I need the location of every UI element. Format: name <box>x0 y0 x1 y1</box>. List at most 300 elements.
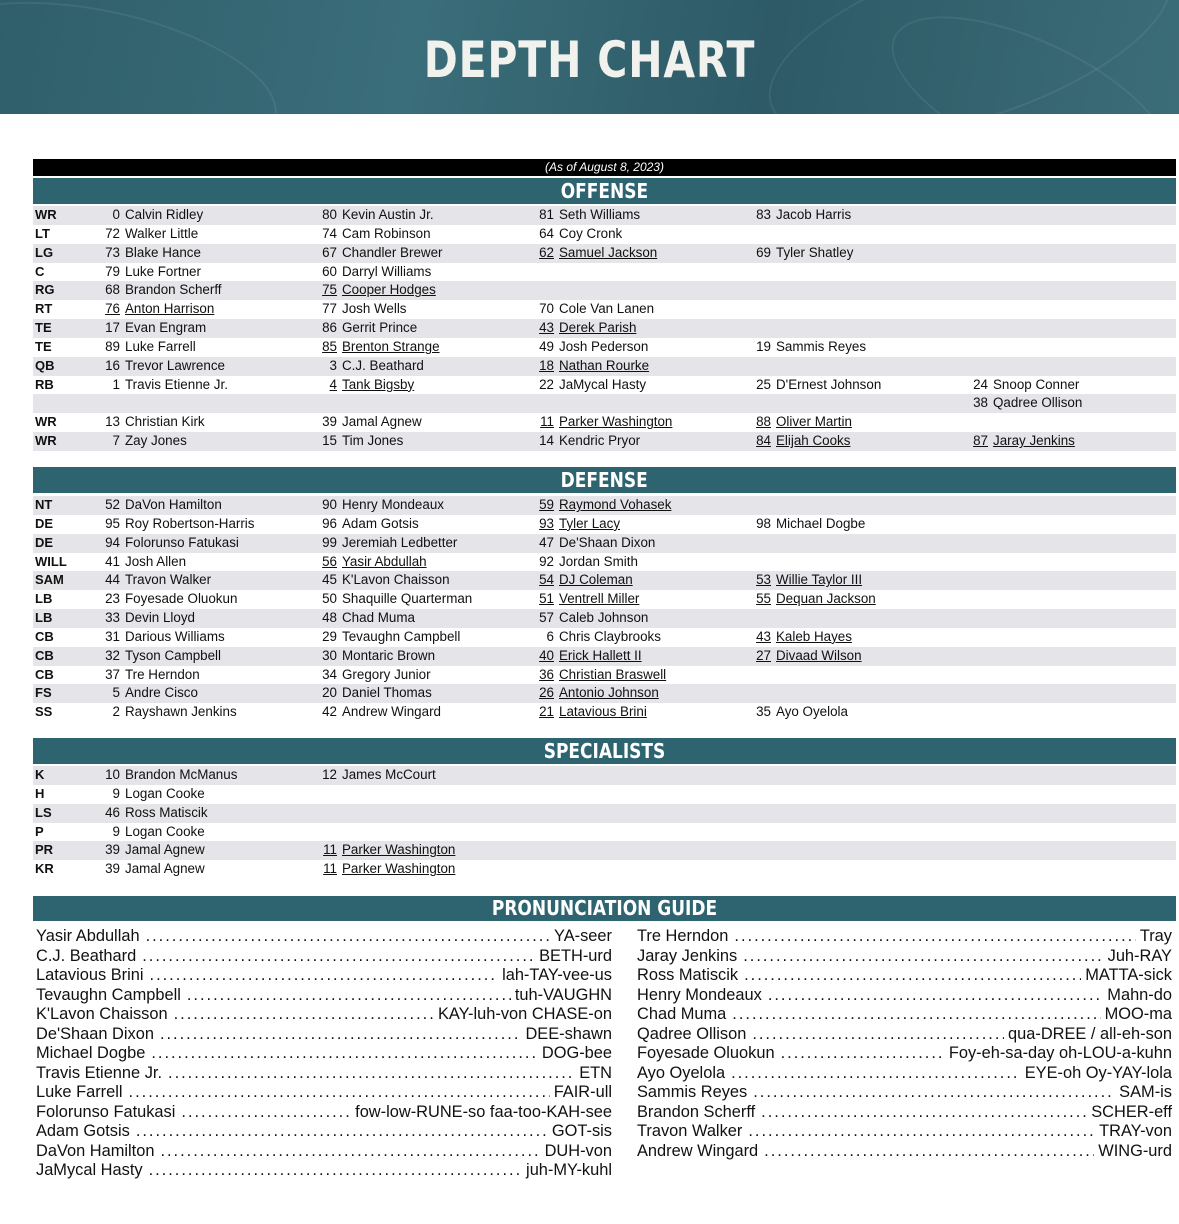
position-label: DE <box>35 515 54 531</box>
jersey-number: 20 <box>322 685 337 701</box>
pronunciation-entry <box>637 1025 1172 1045</box>
player-entry <box>749 647 862 666</box>
player-entry <box>532 684 659 703</box>
jersey-number: 83 <box>756 207 771 222</box>
player-name: DaVon Hamilton <box>36 1141 155 1160</box>
depth-row <box>33 244 1176 263</box>
jersey-number: 50 <box>322 591 337 607</box>
jersey-number: 10 <box>105 767 120 782</box>
player-name: Evan Engram <box>125 320 207 336</box>
player-entry <box>532 571 633 590</box>
player-entry <box>749 432 850 451</box>
jersey-number: 16 <box>105 357 120 373</box>
leader-dots <box>160 1142 540 1162</box>
depth-row <box>33 394 1176 413</box>
pronunciation-entry <box>36 966 612 986</box>
jersey-number: 80 <box>322 207 337 222</box>
player-name: Walker Little <box>125 225 199 241</box>
player-entry <box>98 703 237 722</box>
player-name: Jamal Agnew <box>125 842 205 858</box>
pronunciation: SAM-is <box>1119 1083 1172 1101</box>
player-name: Tre Herndon <box>637 927 729 945</box>
player-entry <box>315 225 431 244</box>
player-name: Cole Van Lanen <box>559 301 655 317</box>
player-name: Jamal Agnew <box>125 861 205 877</box>
player-entry <box>315 571 450 590</box>
player-name: DaVon Hamilton <box>125 497 222 512</box>
player-entry <box>315 244 442 263</box>
pronunciation-entry <box>637 927 1172 947</box>
pronunciation-entry <box>36 1161 612 1181</box>
player-name: Andrew Wingard <box>342 704 441 720</box>
depth-row <box>33 413 1176 432</box>
jersey-number: 43 <box>539 320 554 336</box>
as-of-date: (As of August 8, 2023) <box>33 159 1176 176</box>
player-name: Ayo Oyelola <box>776 704 848 720</box>
player-name: Oliver Martin <box>776 414 852 430</box>
position-label: LG <box>35 244 54 260</box>
player-entry <box>98 684 198 703</box>
player-entry <box>315 263 431 282</box>
player-entry <box>98 496 222 515</box>
player-entry <box>532 590 639 609</box>
player-entry <box>532 225 622 244</box>
player-name: Josh Pederson <box>559 338 649 354</box>
player-entry <box>98 534 239 553</box>
player-entry <box>315 534 457 553</box>
player-name: Jaray Jenkins <box>993 433 1075 449</box>
depth-row <box>33 281 1176 300</box>
position-label: C <box>35 263 45 279</box>
player-name: Caleb Johnson <box>559 610 649 626</box>
jersey-number: 15 <box>322 433 337 449</box>
player-name: Tim Jones <box>342 433 404 449</box>
pronunciation: Tray <box>1139 927 1172 945</box>
player-name: Tank Bigsby <box>342 376 415 392</box>
pronunciation: DOG-bee <box>541 1044 612 1062</box>
player-entry <box>315 496 444 515</box>
player-entry <box>532 609 648 628</box>
pronunciation-heading: PRONUNCIATION GUIDE <box>33 896 1176 921</box>
player-name: Tyson Campbell <box>125 647 222 663</box>
pronunciation-entry <box>36 947 612 967</box>
depth-row <box>33 609 1176 628</box>
player-entry <box>98 571 211 590</box>
depth-row <box>33 590 1176 609</box>
player-name: Daniel Thomas <box>342 685 432 701</box>
player-entry <box>966 432 1075 451</box>
specialists-table <box>33 766 1176 879</box>
depth-row <box>33 647 1176 666</box>
jersey-number: 30 <box>322 647 337 663</box>
pronunciation-entry <box>637 1044 1172 1064</box>
player-entry <box>315 281 436 300</box>
jersey-number: 47 <box>539 534 554 550</box>
player-entry <box>315 666 431 685</box>
pronunciation: DEE-shawn <box>525 1024 612 1043</box>
pronunciation-entry <box>637 966 1172 986</box>
player-entry <box>749 590 876 609</box>
player-entry <box>98 244 201 263</box>
player-name: JaMycal Hasty <box>36 1161 143 1179</box>
player-name: Nathan Rourke <box>559 357 650 373</box>
player-name: Foyesade Oluokun <box>125 591 238 607</box>
player-name: De'Shaan Dixon <box>36 1024 154 1043</box>
player-entry <box>98 823 205 842</box>
jersey-number: 94 <box>105 534 120 550</box>
leader-dots <box>146 927 550 947</box>
position-label: NT <box>35 497 53 512</box>
jersey-number: 51 <box>539 591 554 607</box>
player-entry <box>98 590 237 609</box>
player-name: Samuel Jackson <box>559 244 658 260</box>
player-name: Yasir Abdullah <box>342 553 427 569</box>
player-entry <box>532 666 666 685</box>
depth-row <box>33 666 1176 685</box>
depth-row <box>33 432 1176 451</box>
jersey-number: 11 <box>323 861 337 877</box>
player-entry <box>532 432 640 451</box>
player-name: Parker Washington <box>342 842 456 858</box>
pronunciation-entry <box>36 1142 612 1162</box>
pronunciation-entry <box>36 1103 612 1123</box>
player-entry <box>98 413 205 432</box>
player-name: Christian Kirk <box>125 414 205 430</box>
depth-row <box>33 785 1176 804</box>
player-name: Chris Claybrooks <box>559 628 661 644</box>
player-entry <box>315 860 455 879</box>
position-label: LB <box>35 591 53 607</box>
leader-dots <box>151 1044 538 1064</box>
jersey-number: 49 <box>539 338 554 354</box>
player-name: Qadree Ollison <box>993 395 1083 411</box>
leader-dots <box>150 966 499 986</box>
jersey-number: 9 <box>112 785 120 801</box>
player-entry <box>749 515 865 534</box>
player-name: Luke Fortner <box>125 263 201 279</box>
player-name: Jamal Agnew <box>342 414 422 430</box>
player-entry <box>532 357 649 376</box>
pronunciation-entry <box>637 1083 1172 1103</box>
jersey-number: 19 <box>756 338 771 354</box>
player-name: Latavious Brini <box>559 704 647 720</box>
player-name: Sammis Reyes <box>637 1083 748 1101</box>
depth-row <box>33 515 1176 534</box>
jersey-number: 77 <box>322 301 337 317</box>
player-name: Latavious Brini <box>36 966 144 984</box>
player-entry <box>315 376 414 395</box>
pronunciation-entry <box>36 1005 612 1025</box>
player-name: Zay Jones <box>125 433 187 449</box>
player-entry <box>98 263 201 282</box>
depth-row <box>33 496 1176 515</box>
player-name: Andre Cisco <box>125 685 198 701</box>
position-label: RT <box>35 301 53 317</box>
leader-dots <box>768 986 1103 1006</box>
position-label: KR <box>35 861 54 877</box>
jersey-number: 1 <box>112 376 120 392</box>
player-name: Devin Lloyd <box>125 610 195 626</box>
leader-dots <box>160 1025 522 1045</box>
player-entry <box>749 206 851 225</box>
pronunciation: TRAY-von <box>1099 1122 1172 1140</box>
pronunciation-entry <box>36 1044 612 1064</box>
player-name: Folorunso Fatukasi <box>36 1102 176 1121</box>
player-name: Antonio Johnson <box>559 685 659 701</box>
player-name: JaMycal Hasty <box>559 376 647 392</box>
leader-dots <box>732 1005 1100 1025</box>
player-name: Travon Walker <box>125 572 212 588</box>
player-name: Jeremiah Ledbetter <box>342 534 458 550</box>
leader-dots <box>187 986 511 1006</box>
depth-row <box>33 300 1176 319</box>
pronunciation: DUH-von <box>544 1141 612 1160</box>
player-entry <box>532 206 640 225</box>
player-name: Darryl Williams <box>342 263 432 279</box>
position-label: LT <box>35 225 50 241</box>
pronunciation: ETN <box>579 1063 612 1082</box>
pronunciation-entry <box>637 1122 1172 1142</box>
depth-row <box>33 823 1176 842</box>
pronunciation: lah-TAY-vee-us <box>502 966 612 984</box>
jersey-number: 39 <box>322 414 337 430</box>
jersey-number: 99 <box>322 534 337 550</box>
jersey-number: 31 <box>105 628 120 644</box>
jersey-number: 84 <box>756 433 771 449</box>
jersey-number: 13 <box>105 414 120 430</box>
player-name: Kendric Pryor <box>559 433 641 449</box>
player-name: Derek Parish <box>559 320 637 336</box>
player-name: Michael Dogbe <box>776 515 866 531</box>
player-entry <box>315 413 422 432</box>
player-entry <box>749 628 852 647</box>
jersey-number: 41 <box>105 553 120 569</box>
player-name: Shaquille Quarterman <box>342 591 473 607</box>
player-entry <box>315 647 435 666</box>
jersey-number: 68 <box>105 282 120 298</box>
pronunciation: BETH-urd <box>539 946 612 965</box>
player-entry <box>315 628 460 647</box>
jersey-number: 26 <box>539 685 554 701</box>
jersey-number: 9 <box>112 823 120 839</box>
jersey-number: 54 <box>539 572 554 588</box>
jersey-number: 48 <box>322 610 337 626</box>
position-label: P <box>35 823 44 839</box>
player-name: Roy Robertson-Harris <box>125 515 255 531</box>
player-entry <box>98 841 205 860</box>
player-name: Adam Gotsis <box>36 1122 130 1140</box>
leader-dots <box>744 966 1081 986</box>
jersey-number: 11 <box>323 842 337 858</box>
position-label: LS <box>35 804 52 820</box>
jersey-number: 29 <box>322 628 337 644</box>
player-name: Henry Mondeaux <box>637 985 762 1004</box>
leader-dots <box>753 1083 1115 1103</box>
jersey-number: 74 <box>322 225 337 241</box>
player-entry <box>315 553 427 572</box>
jersey-number: 75 <box>322 282 337 298</box>
player-entry <box>532 376 646 395</box>
player-entry <box>315 300 407 319</box>
player-name: Cooper Hodges <box>342 282 436 298</box>
player-name: Seth Williams <box>559 207 641 222</box>
player-name: Qadree Ollison <box>637 1024 747 1043</box>
position-label: WR <box>35 433 57 449</box>
player-entry <box>98 553 186 572</box>
pronunciation: KAY-luh-von CHASE-on <box>437 1005 612 1023</box>
jersey-number: 55 <box>756 591 771 607</box>
jersey-number: 53 <box>756 572 771 588</box>
jersey-number: 45 <box>322 572 337 588</box>
jersey-number: 36 <box>539 666 554 682</box>
jersey-number: 70 <box>539 301 554 317</box>
jersey-number: 60 <box>322 263 337 279</box>
jersey-number: 34 <box>322 666 337 682</box>
jersey-number: 4 <box>329 376 337 392</box>
jersey-number: 79 <box>105 263 120 279</box>
player-entry <box>749 413 852 432</box>
player-name: Tyler Lacy <box>559 515 621 531</box>
pronunciation-entry <box>637 1064 1172 1084</box>
pronunciation-entry <box>637 1005 1172 1025</box>
pronunciation: WING-urd <box>1098 1141 1172 1160</box>
player-entry <box>749 571 862 590</box>
player-entry <box>532 319 636 338</box>
player-name: Blake Hance <box>125 244 201 260</box>
position-label: SS <box>35 704 53 720</box>
jersey-number: 88 <box>756 414 771 430</box>
player-name: James McCourt <box>342 767 436 782</box>
player-entry <box>98 860 205 879</box>
jersey-number: 27 <box>756 647 771 663</box>
jersey-number: 32 <box>105 647 120 663</box>
header-banner <box>0 0 1179 114</box>
jersey-number: 35 <box>756 704 771 720</box>
leader-dots <box>748 1122 1095 1142</box>
jersey-number: 2 <box>112 704 120 720</box>
player-entry <box>98 609 195 628</box>
player-name: Rayshawn Jenkins <box>125 704 237 720</box>
jersey-number: 0 <box>112 207 120 222</box>
player-name: Luke Farrell <box>36 1083 123 1101</box>
player-name: Adam Gotsis <box>342 515 419 531</box>
leader-dots <box>136 1122 548 1142</box>
player-name: Chad Muma <box>637 1005 727 1023</box>
position-label: QB <box>35 357 55 373</box>
pronunciation-entry <box>36 1064 612 1084</box>
depth-row <box>33 338 1176 357</box>
pronunciation-entry <box>36 986 612 1006</box>
jersey-number: 43 <box>756 628 771 644</box>
player-entry <box>315 515 419 534</box>
leader-dots <box>142 947 535 967</box>
position-label: RG <box>35 282 55 298</box>
player-entry <box>98 338 196 357</box>
position-label: CB <box>35 647 54 663</box>
player-entry <box>532 244 657 263</box>
jersey-number: 42 <box>322 704 337 720</box>
player-entry <box>532 338 648 357</box>
pronunciation: Juh-RAY <box>1107 946 1172 965</box>
position-label: FS <box>35 685 52 701</box>
player-name: C.J. Beathard <box>342 357 424 373</box>
jersey-number: 95 <box>105 515 120 531</box>
player-name: Tre Herndon <box>125 666 200 682</box>
pronunciation-entry <box>36 1025 612 1045</box>
jersey-number: 24 <box>973 376 988 392</box>
jersey-number: 57 <box>539 610 554 626</box>
player-entry <box>532 515 620 534</box>
player-entry <box>98 319 206 338</box>
defense-heading: DEFENSE <box>33 467 1176 493</box>
position-label: CB <box>35 666 54 682</box>
jersey-number: 90 <box>322 497 337 512</box>
player-name: Tevaughn Campbell <box>342 628 461 644</box>
player-entry <box>966 394 1082 413</box>
player-name: C.J. Beathard <box>36 946 137 965</box>
player-name: Brenton Strange <box>342 338 440 354</box>
player-name: Gregory Junior <box>342 666 431 682</box>
leader-dots <box>743 947 1103 967</box>
jersey-number: 40 <box>539 647 554 663</box>
depth-row <box>33 534 1176 553</box>
player-name: Logan Cooke <box>125 823 205 839</box>
leader-dots <box>174 1005 434 1025</box>
pronunciation: MOO-ma <box>1104 1005 1172 1023</box>
jersey-number: 21 <box>539 704 554 720</box>
player-entry <box>315 590 472 609</box>
depth-row <box>33 553 1176 572</box>
player-name: Montaric Brown <box>342 647 436 663</box>
player-name: DJ Coleman <box>559 572 633 588</box>
depth-row <box>33 263 1176 282</box>
jersey-number: 33 <box>105 610 120 626</box>
player-name: Ross Matiscik <box>637 966 739 984</box>
jersey-number: 22 <box>539 376 554 392</box>
player-name: Snoop Conner <box>993 376 1080 392</box>
player-entry <box>98 804 208 823</box>
depth-row <box>33 766 1176 785</box>
player-entry <box>532 628 661 647</box>
player-name: Dequan Jackson <box>776 591 876 607</box>
pronunciation-list-right <box>637 927 1172 1161</box>
player-entry <box>315 319 417 338</box>
pronunciation: tuh-VAUGHN <box>514 985 612 1004</box>
jersey-number: 96 <box>322 515 337 531</box>
player-name: Jaray Jenkins <box>637 946 738 965</box>
depth-row <box>33 841 1176 860</box>
position-label: CB <box>35 628 54 644</box>
jersey-number: 46 <box>105 804 120 820</box>
player-entry <box>749 703 848 722</box>
pronunciation: Foy-eh-sa-day oh-LOU-a-kuhn <box>948 1044 1172 1062</box>
position-label: TE <box>35 320 52 336</box>
player-name: Tevaughn Campbell <box>36 985 181 1004</box>
player-entry <box>749 244 853 263</box>
depth-row <box>33 804 1176 823</box>
position-label: WR <box>35 207 57 222</box>
jersey-number: 25 <box>756 376 771 392</box>
player-name: Tyler Shatley <box>776 244 854 260</box>
player-entry <box>532 300 654 319</box>
depth-row <box>33 684 1176 703</box>
jersey-number: 89 <box>105 338 120 354</box>
player-name: Calvin Ridley <box>125 207 204 222</box>
player-name: Foyesade Oluokun <box>637 1044 775 1062</box>
depth-row <box>33 571 1176 590</box>
player-entry <box>315 206 434 225</box>
player-name: Kaleb Hayes <box>776 628 852 644</box>
